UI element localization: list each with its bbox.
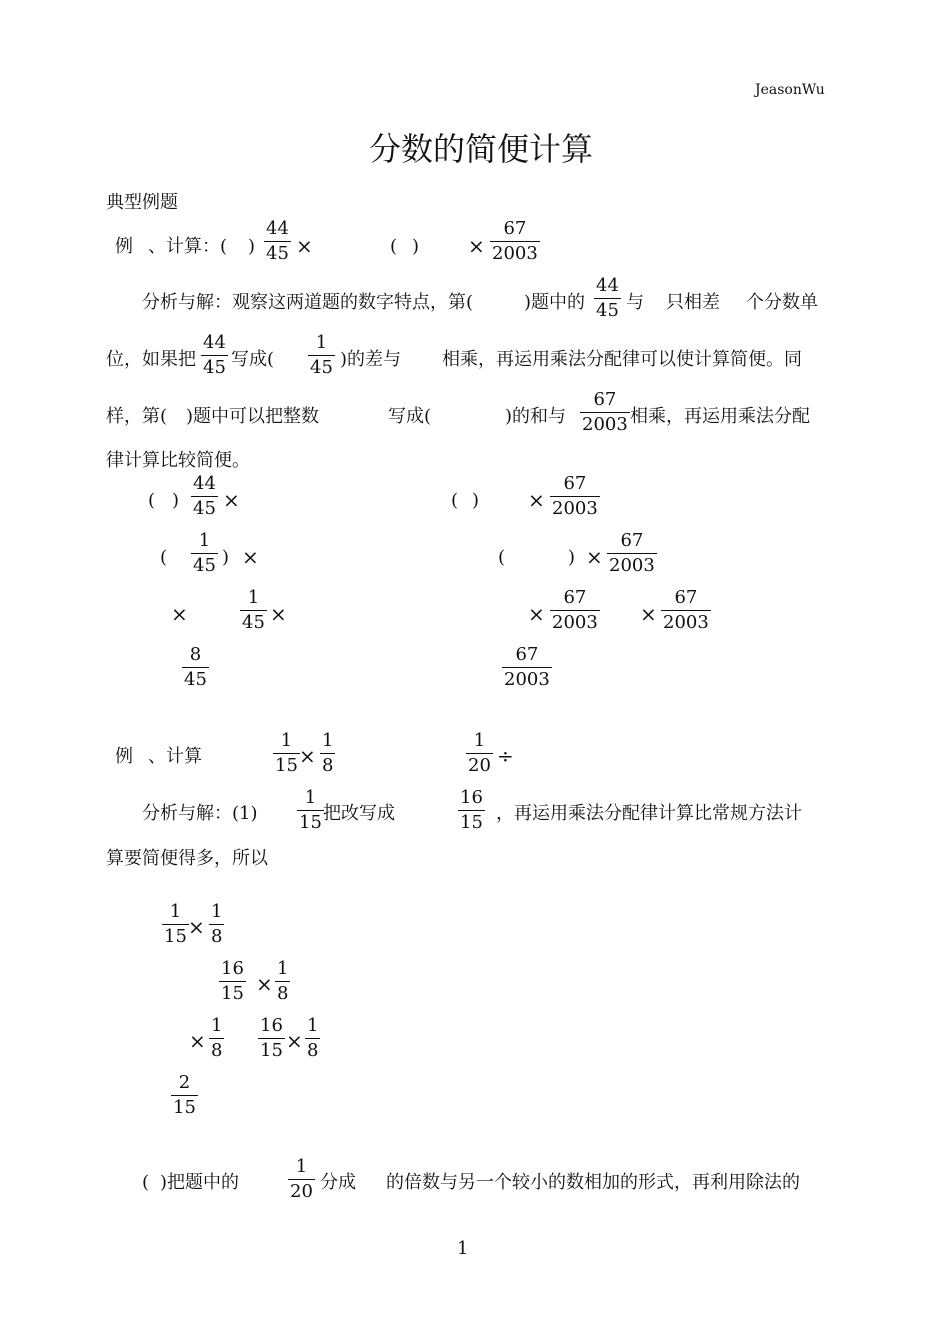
analysis1-line3c: 写成( bbox=[388, 406, 432, 427]
times-sign: × bbox=[528, 488, 545, 512]
paren-close: ) bbox=[568, 547, 576, 568]
denominator: 15 bbox=[299, 812, 322, 833]
numerator: 67 bbox=[563, 587, 587, 608]
fraction bbox=[162, 902, 189, 947]
denominator: 45 bbox=[193, 555, 216, 576]
denominator: 45 bbox=[184, 669, 207, 690]
denominator: 2003 bbox=[492, 243, 538, 264]
fraction bbox=[201, 333, 228, 378]
denominator: 15 bbox=[460, 812, 483, 833]
analysis1-line2b: 写成( bbox=[231, 349, 275, 370]
fraction bbox=[240, 588, 267, 633]
denominator: 15 bbox=[275, 755, 298, 776]
page-title: 分数的简便计算 bbox=[369, 130, 594, 168]
fraction bbox=[550, 474, 600, 519]
denominator: 45 bbox=[242, 612, 265, 633]
fraction bbox=[275, 959, 290, 1004]
denominator: 45 bbox=[193, 498, 216, 519]
fraction bbox=[466, 731, 493, 776]
numerator: 67 bbox=[620, 530, 644, 551]
fraction bbox=[297, 788, 324, 833]
analysis1-line1d: 只相差 bbox=[666, 292, 720, 313]
fraction bbox=[182, 645, 209, 690]
numerator: 8 bbox=[189, 644, 202, 665]
paren-open: ( bbox=[451, 490, 459, 511]
denominator: 2003 bbox=[582, 414, 628, 435]
numerator: 44 bbox=[596, 275, 619, 296]
analysis2-line1c: ，再运用乘法分配律计算比常规方法计 bbox=[496, 803, 802, 824]
denominator: 45 bbox=[203, 357, 226, 378]
example1-close1: ) bbox=[248, 236, 256, 257]
denominator: 8 bbox=[211, 1040, 223, 1061]
author-header: JeasonWu bbox=[755, 82, 825, 98]
denominator: 15 bbox=[173, 1097, 196, 1118]
times-sign: × bbox=[171, 602, 188, 626]
example1-label: 、计算：( bbox=[148, 236, 228, 257]
times-sign: × bbox=[299, 744, 316, 768]
fraction bbox=[273, 731, 300, 776]
section-heading: 典型例题 bbox=[106, 192, 178, 213]
analysis1-line1c: 与 bbox=[626, 292, 644, 313]
page-number: 1 bbox=[457, 1238, 469, 1259]
paren-close: ) bbox=[222, 547, 230, 568]
numerator: 1 bbox=[307, 1015, 319, 1036]
denominator: 15 bbox=[164, 926, 187, 947]
times-sign: × bbox=[188, 915, 205, 939]
fraction bbox=[264, 219, 291, 264]
example1-prefix: 例 bbox=[115, 236, 133, 257]
example1-paren-b: ( bbox=[390, 236, 398, 257]
analysis1-line3e: 相乘，再运用乘法分配 bbox=[630, 406, 810, 427]
fraction bbox=[502, 645, 552, 690]
times-sign: × bbox=[189, 1029, 206, 1053]
fraction bbox=[607, 531, 657, 576]
numerator: 1 bbox=[277, 958, 289, 979]
analysis3-a: ( bbox=[142, 1172, 150, 1193]
denominator: 8 bbox=[277, 983, 289, 1004]
fraction bbox=[490, 219, 540, 264]
numerator: 1 bbox=[211, 901, 223, 922]
fraction bbox=[305, 1016, 320, 1061]
analysis1-line4: 律计算比较简便。 bbox=[106, 450, 250, 471]
denominator: 8 bbox=[211, 926, 223, 947]
paren-close: ) bbox=[472, 490, 480, 511]
numerator: 44 bbox=[193, 473, 216, 494]
times-sign: × bbox=[242, 545, 259, 569]
fraction bbox=[219, 959, 246, 1004]
denominator: 2003 bbox=[609, 555, 655, 576]
numerator: 1 bbox=[315, 332, 328, 353]
numerator: 67 bbox=[674, 587, 698, 608]
fraction bbox=[661, 588, 711, 633]
fraction bbox=[320, 731, 335, 776]
numerator: 1 bbox=[304, 787, 317, 808]
fraction bbox=[191, 531, 218, 576]
fraction bbox=[191, 474, 218, 519]
numerator: 2 bbox=[178, 1072, 191, 1093]
analysis1-line1e: 个分数单 bbox=[746, 292, 818, 313]
fraction bbox=[288, 1157, 315, 1202]
analysis1-line2d: 相乘，再运用乘法分配律可以使计算简便。同 bbox=[442, 349, 802, 370]
denominator: 2003 bbox=[552, 612, 598, 633]
denominator: 8 bbox=[322, 755, 334, 776]
denominator: 20 bbox=[468, 755, 491, 776]
denominator: 8 bbox=[307, 1040, 319, 1061]
numerator: 1 bbox=[280, 730, 293, 751]
analysis1-line2a: 位，如果把 bbox=[106, 349, 196, 370]
numerator: 44 bbox=[266, 218, 289, 239]
times-sign: × bbox=[296, 234, 313, 258]
analysis3-b: )把题中的 bbox=[160, 1172, 240, 1193]
numerator: 44 bbox=[203, 332, 226, 353]
denominator: 45 bbox=[310, 357, 333, 378]
times-sign: × bbox=[223, 488, 240, 512]
fraction bbox=[580, 390, 630, 435]
analysis1-line3a: 样，第( bbox=[106, 406, 168, 427]
denominator: 45 bbox=[596, 300, 619, 321]
numerator: 67 bbox=[515, 644, 539, 665]
paren-close: ) bbox=[172, 490, 180, 511]
analysis1-line1b: )题中的 bbox=[524, 292, 586, 313]
denominator: 15 bbox=[260, 1040, 283, 1061]
numerator: 1 bbox=[198, 530, 211, 551]
fraction bbox=[171, 1073, 198, 1118]
times-sign: × bbox=[256, 972, 273, 996]
denominator: 45 bbox=[266, 243, 289, 264]
denominator: 2003 bbox=[552, 498, 598, 519]
numerator: 16 bbox=[221, 958, 244, 979]
analysis3-d: 的倍数与另一个较小的数相加的形式，再利用除法的 bbox=[386, 1172, 800, 1193]
numerator: 1 bbox=[473, 730, 486, 751]
numerator: 1 bbox=[322, 730, 334, 751]
analysis2-line1b: 把改写成 bbox=[323, 803, 395, 824]
fraction bbox=[209, 1016, 224, 1061]
numerator: 67 bbox=[593, 389, 617, 410]
analysis1-line3d: )的和与 bbox=[505, 406, 567, 427]
fraction bbox=[550, 588, 600, 633]
paren-open: ( bbox=[148, 490, 156, 511]
denominator: 15 bbox=[221, 983, 244, 1004]
times-sign: × bbox=[270, 602, 287, 626]
times-sign: × bbox=[586, 545, 603, 569]
numerator: 67 bbox=[563, 473, 587, 494]
times-sign: × bbox=[640, 602, 657, 626]
analysis1-line2c: )的差与 bbox=[340, 349, 402, 370]
times-sign: × bbox=[468, 234, 485, 258]
fraction bbox=[458, 788, 485, 833]
numerator: 1 bbox=[211, 1015, 223, 1036]
example1-close2: ) bbox=[412, 236, 420, 257]
numerator: 67 bbox=[503, 218, 527, 239]
analysis2-line2: 算要简便得多，所以 bbox=[106, 848, 268, 869]
divide-sign: ÷ bbox=[497, 744, 514, 768]
fraction bbox=[258, 1016, 285, 1061]
analysis1-line1a: 分析与解：观察这两道题的数字特点，第( bbox=[142, 292, 474, 313]
paren-open: ( bbox=[160, 547, 168, 568]
fraction bbox=[594, 276, 621, 321]
denominator: 20 bbox=[290, 1181, 313, 1202]
times-sign: × bbox=[528, 602, 545, 626]
analysis2-line1a: 分析与解：(1) bbox=[142, 803, 258, 824]
analysis3-c: 分成 bbox=[320, 1172, 356, 1193]
times-sign: × bbox=[286, 1029, 303, 1053]
example2-label: 、计算 bbox=[148, 746, 202, 767]
fraction bbox=[308, 333, 335, 378]
example2-prefix: 例 bbox=[115, 746, 133, 767]
numerator: 1 bbox=[295, 1156, 308, 1177]
numerator: 1 bbox=[169, 901, 182, 922]
fraction bbox=[209, 902, 224, 947]
denominator: 2003 bbox=[663, 612, 709, 633]
denominator: 2003 bbox=[504, 669, 550, 690]
numerator: 16 bbox=[260, 1015, 283, 1036]
numerator: 1 bbox=[247, 587, 260, 608]
numerator: 16 bbox=[460, 787, 483, 808]
paren-open: ( bbox=[498, 547, 506, 568]
analysis1-line3b: )题中可以把整数 bbox=[186, 406, 320, 427]
